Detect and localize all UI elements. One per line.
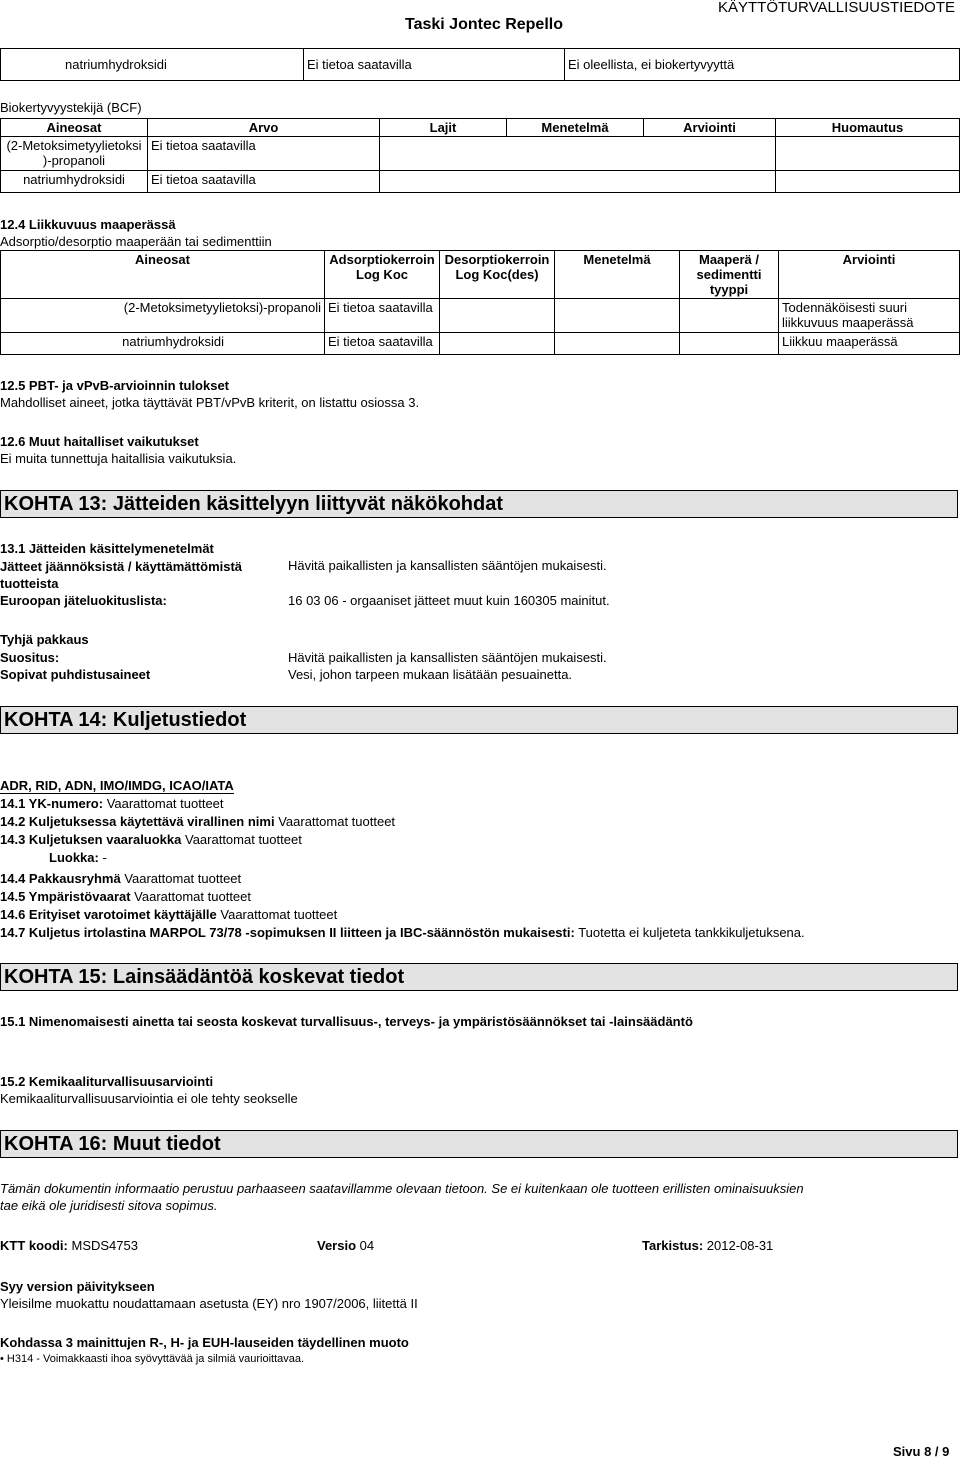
transport-item-2: 14.2 Kuljetuksessa käytettävä virallinen nimi Vaarattomat tuotteet xyxy=(0,814,396,829)
column-header: Aineosat xyxy=(1,119,148,137)
section-15-2-text: Kemikaaliturvallisuusarviointia ei ole tehty seokselle xyxy=(0,1091,298,1106)
page-number: Sivu 8 / 9 xyxy=(893,1444,950,1459)
column-header: Maaperä / sedimentti tyyppi xyxy=(680,251,779,299)
bcf-continuation-table xyxy=(0,48,960,81)
company-name: Taski Jontec Repello xyxy=(405,16,563,33)
empty-package-label: Tyhjä pakkaus xyxy=(0,632,89,647)
table-cell: Todennäköisesti suuri liikkuvuus maaperässä xyxy=(779,299,960,333)
column-header: Menetelmä xyxy=(555,251,680,299)
bcf-table xyxy=(0,118,960,193)
transport-class: Luokka: - xyxy=(49,850,107,865)
section-14-header: KOHTA 14: Kuljetustiedot xyxy=(0,706,958,734)
transport-modes-heading: ADR, RID, ADN, IMO/IMDG, ICAO/IATA xyxy=(0,778,234,793)
section-15-2-title: 15.2 Kemikaaliturvallisuusarviointi xyxy=(0,1074,214,1089)
column-header: Menetelmä xyxy=(507,119,644,137)
column-header: Desorptiokerroin Log Koc(des) xyxy=(440,251,555,299)
section-12-4-title: 12.4 Liikkuvuus maaperässä xyxy=(0,217,176,232)
column-header: Huomautus xyxy=(776,119,960,137)
table-cell: (2-Metoksimetyylietoksi )-propanoli xyxy=(1,137,148,171)
bullet-icon: • xyxy=(0,1353,7,1365)
transport-item-4: 14.4 Pakkausryhmä Vaarattomat tuotteet xyxy=(0,871,242,886)
euro-waste-value: 16 03 06 - orgaaniset jätteet muut kuin 160305 mainitut. xyxy=(288,593,610,608)
transport-item-6: 14.6 Erityiset varotoimet käyttäjälle Vaarattomat tuotteet xyxy=(0,907,338,922)
column-header: Arviointi xyxy=(644,119,776,137)
column-header: Arvo xyxy=(148,119,380,137)
table-cell: natriumhydroksidi xyxy=(1,171,148,193)
transport-item-1: 14.1 YK-numero: Vaarattomat tuotteet xyxy=(0,796,224,811)
section-12-5-title: 12.5 PBT- ja vPvB-arvioinnin tulokset xyxy=(0,378,230,393)
table-cell: Liikkuu maaperässä xyxy=(779,333,960,355)
transport-item-5: 14.5 Ympäristövaarat Vaarattomat tuotteet xyxy=(0,889,252,904)
ktt-code: KTT koodi: MSDS4753 xyxy=(0,1238,138,1253)
section-16-header: KOHTA 16: Muut tiedot xyxy=(0,1130,958,1158)
section-15-header: KOHTA 15: Lainsäädäntöä koskevat tiedot xyxy=(0,963,958,991)
transport-item-3: 14.3 Kuljetuksen vaaraluokka Vaarattomat tuotteet xyxy=(0,832,302,847)
recommendation-value: Hävitä paikallisten ja kansallisten sääntöjen mukaisesti. xyxy=(288,650,607,665)
table-cell: (2-Metoksimetyylietoksi)-propanoli xyxy=(1,299,325,333)
cleaning-agents-label: Sopivat puhdistusaineet xyxy=(0,667,151,682)
table-cell: Ei tietoa saatavilla xyxy=(325,299,440,333)
cleaning-agents-value: Vesi, johon tarpeen mukaan lisätään pesuainetta. xyxy=(288,667,573,682)
version: Versio 04 xyxy=(317,1238,375,1253)
section-12-6-title: 12.6 Muut haitalliset vaikutukset xyxy=(0,434,199,449)
section-12-5-text: Mahdolliset aineet, jotka täyttävät PBT/vPvB kriterit, on listattu osiossa 3. xyxy=(0,395,420,410)
section-12-6-text: Ei muita tunnettuja haitallisia vaikutuksia. xyxy=(0,451,237,466)
section-12-4-subtitle: Adsorptio/desorptio maaperään tai sedimenttiin xyxy=(0,234,272,249)
table-cell: Ei tietoa saatavilla xyxy=(304,49,565,81)
table-cell: Ei tietoa saatavilla xyxy=(148,137,380,171)
table-cell: Ei oleellista, ei biokertyvyyttä xyxy=(565,49,960,81)
column-header: Adsorptiokerroin Log Koc xyxy=(325,251,440,299)
column-header: Lajit xyxy=(380,119,507,137)
mobility-table xyxy=(0,250,960,355)
revision-date: Tarkistus: 2012-08-31 xyxy=(642,1238,774,1253)
update-reason-title: Syy version päivitykseen xyxy=(0,1279,155,1294)
section-13-header: KOHTA 13: Jätteiden käsittelyyn liittyvät näkökohdat xyxy=(0,490,958,518)
bcf-title: Biokertyvyystekijä (BCF) xyxy=(0,100,142,115)
euro-waste-label: Euroopan jäteluokituslista: xyxy=(0,593,167,608)
column-header: Arviointi xyxy=(779,251,960,299)
waste-label: Jätteet jäännöksistä / käyttämättömistä tuotteista xyxy=(0,559,243,591)
transport-item-7: 14.7 Kuljetus irtolastina MARPOL 73/78 -sopimuksen II liitteen ja IBC-säännöstön mukaisesti: Tuotetta ei kuljeteta tankkikuljetuksena. xyxy=(0,925,805,940)
table-cell: natriumhydroksidi xyxy=(1,333,325,355)
table-cell: Ei tietoa saatavilla xyxy=(148,171,380,193)
recommendation-label: Suositus: xyxy=(0,650,60,665)
document-type: KÄYTTÖTURVALLISUUSTIEDOTE xyxy=(718,0,955,16)
section-15-1-title: 15.1 Nimenomaisesti ainetta tai seosta koskevat turvallisuus-, terveys- ja ympäristösäännökset tai -lainsäädäntö xyxy=(0,1014,693,1029)
section-13-1-title: 13.1 Jätteiden käsittelymenetelmät xyxy=(0,541,214,556)
table-cell: Ei tietoa saatavilla xyxy=(325,333,440,355)
phrases-title: Kohdassa 3 mainittujen R-, H- ja EUH-lauseiden täydellinen muoto xyxy=(0,1335,409,1350)
table-cell: natriumhydroksidi xyxy=(1,49,304,81)
column-header: Aineosat xyxy=(1,251,325,299)
phrase-item: • H314 - Voimakkaasti ihoa syövyttävää ja silmiä vaurioittavaa. xyxy=(0,1353,305,1365)
disclaimer: Tämän dokumentin informaatio perustuu parhaaseen saatavillamme olevaan tietoon. Se ei kuitenkaan ole tuotteen erillisten ominaisuuksien tae eikä ole juridisesti sitova sopimus. xyxy=(0,1181,804,1213)
update-reason-text: Yleisilme muokattu noudattamaan asetusta (EY) nro 1907/2006, liitettä II xyxy=(0,1296,418,1311)
waste-value: Hävitä paikallisten ja kansallisten sääntöjen mukaisesti. xyxy=(288,558,607,573)
